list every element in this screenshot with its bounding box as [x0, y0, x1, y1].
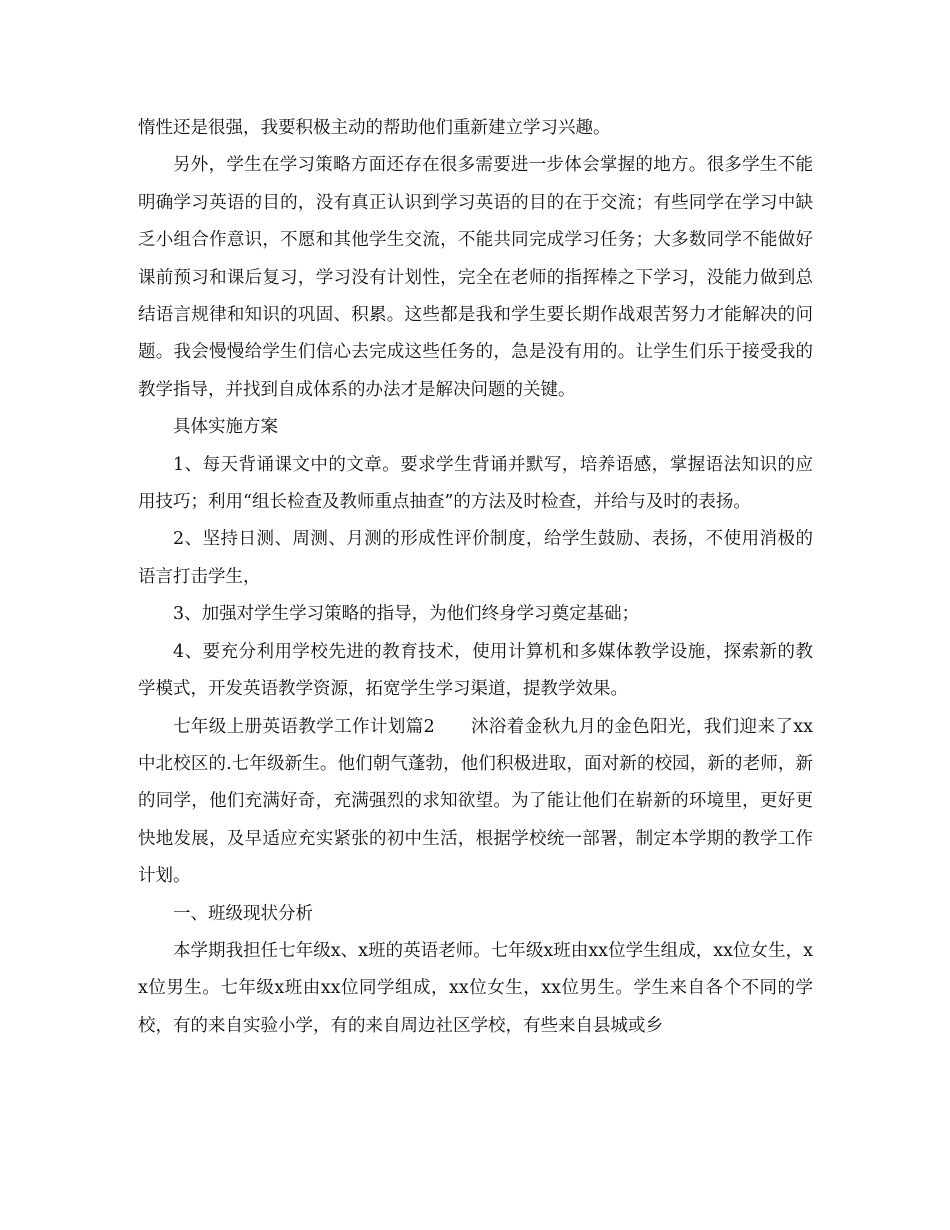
list-item-1: 1、每天背诵课文中的文章。要求学生背诵并默写，培养语感，掌握语法知识的应用技巧；利用“组长检查及教师重点抽查”的方法及时检查，并给与及时的表扬。 [138, 454, 813, 513]
paragraph-2: 另外，学生在学习策略方面还存在很多需要进一步体会掌握的地方。很多学生不能明确学习英语的目的，没有真正认识到学习英语的目的在于交流；有些同学在学习中缺乏小组合作意识，不愿和其他学生交流，不能共同完成学习任务；大多数同学不能做好课前预习和课后复习，学习没有计划性，完全在老师的指挥棒之下学习，没能力做到总结语言规律和知识的巩固、积累。这些都是我和学生要长期作战艰苦努力才能解决的问题。我会慢慢给学生们信心去完成这些任务的，急是没有用的。让学生们乐于接受我的教学指导，并找到自成体系的办法才是解决问题的关键。 [138, 155, 813, 400]
paragraph-plan-2: 七年级上册英语教学工作计划篇2 沐浴着金秋九月的金色阳光，我们迎来了xx中北校区的.七年级新生。他们朝气蓬勃，他们积极进取，面对新的校园，新的老师，新的同学，他们充满好奇，充满强烈的求知欲望。为了能让他们在崭新的环境里，更好更快地发展，及早适应充实紧张的初中生活，根据学校统一部署，制定本学期的教学工作计划。 [138, 716, 813, 887]
paragraph-class-analysis: 本学期我担任七年级x、x班的英语老师。七年级x班由xx位学生组成，xx位女生，xx位男生。七年级x班由xx位同学组成，xx位女生，xx位男生。学生来自各个不同的学校，有的来自实验小学，有的来自周边社区学校，有些来自县城或乡 [138, 940, 813, 1036]
document-page [138, 110, 813, 1045]
list-item-3: 3、加强对学生学习策略的指导，为他们终身学习奠定基础； [173, 604, 640, 625]
section-heading-implementation: 具体实施方案 [173, 417, 278, 438]
paragraph-1: 惰性还是很强，我要积极主动的帮助他们重新建立学习兴趣。 [138, 118, 611, 138]
section-heading-class-analysis: 一、班级现状分析 [173, 903, 313, 924]
list-item-2: 2、坚持日测、周测、月测的形成性评价制度，给学生鼓励、表扬，不使用消极的语言打击学生， [138, 529, 813, 587]
list-item-4: 4、要充分利用学校先进的教育技术，使用计算机和多媒体教学设施，探索新的教学模式，开发英语教学资源，拓宽学生学习渠道，提教学效果。 [138, 641, 813, 700]
